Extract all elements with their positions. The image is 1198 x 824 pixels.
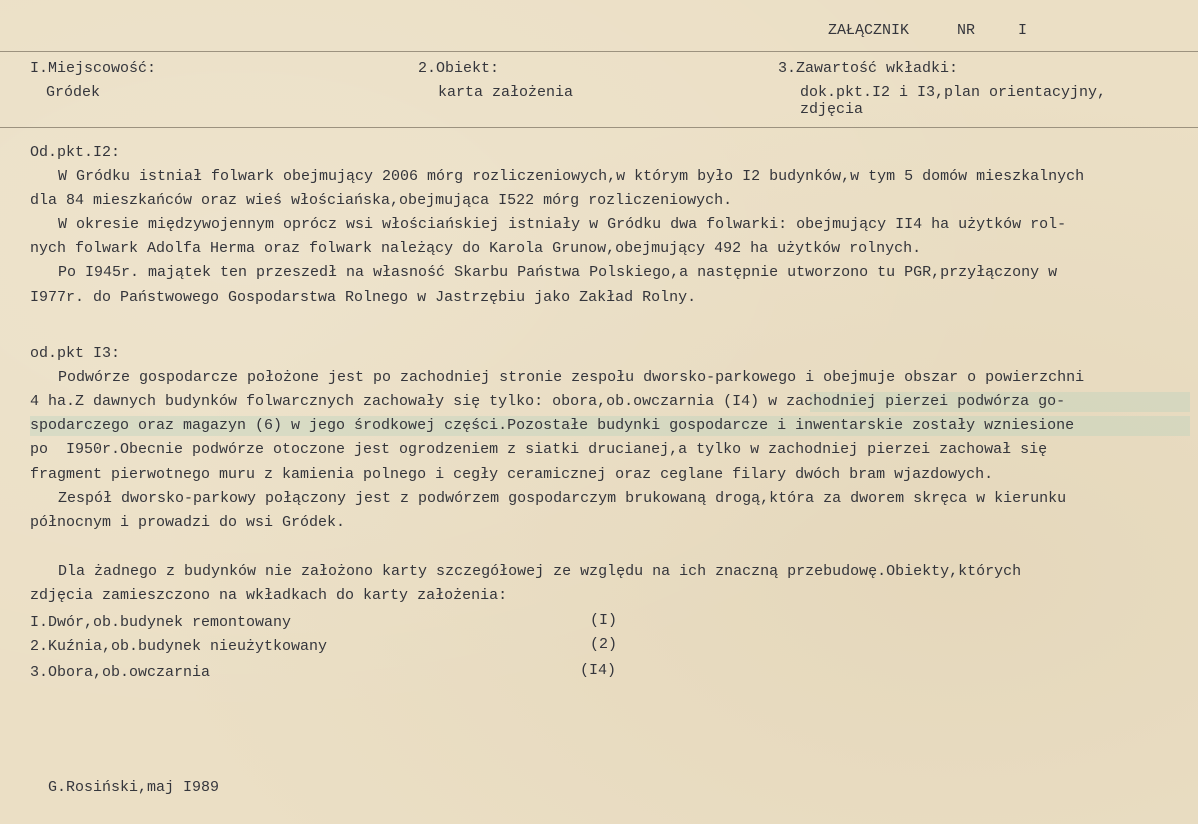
section-12-line: Po I945r. majątek ten przeszedł na własność Skarbu Państwa Polskiego,a następnie utworzono tu PGR,przyłączony w (58, 264, 1058, 281)
object-value: karta założenia (438, 84, 574, 101)
section-12-line: W Gródku istniał folwark obejmujący 2006 mórg rozliczeniowych,w którym było I2 budynków,w tym 5 domów mieszkalnych (58, 168, 1085, 185)
section-12-line: I977r. do Państwowego Gospodarstwa Rolnego w Jastrzębiu jako Zakład Rolny. (30, 289, 697, 306)
section-13-line: po I950r.Obecnie podwórze otoczone jest ogrodzeniem z siatki drucianej,a tylko w zachodniej pierzei zachował się (30, 441, 1048, 458)
photo-list-item-ref: (I4) (580, 662, 617, 679)
contents-value-line-1: dok.pkt.I2 i I3,plan orientacyjny, (800, 84, 1107, 101)
object-label: 2.Obiekt: (418, 60, 500, 77)
signature: G.Rosiński,maj I989 (48, 779, 220, 796)
photo-list-item-ref: (I) (590, 612, 618, 629)
photo-list-item-ref: (2) (590, 636, 618, 653)
photo-list-item-label: 3.Obora,ob.owczarnia (30, 664, 211, 681)
section-13-line: Zespół dworsko-parkowy połączony jest z podwórzem gospodarczym brukowaną drogą,która za dworem skręca w kierunku (58, 490, 1067, 507)
attachment-number: I (1018, 22, 1028, 39)
section-12-heading: Od.pkt.I2: (30, 144, 121, 161)
attachment-label: ZAŁĄCZNIK (828, 22, 910, 39)
section-12-line: W okresie międzywojennym oprócz wsi włościańskiej istniały w Gródku dwa folwarki: obejmujący II4 ha użytków rol- (58, 216, 1067, 233)
section-13-line: fragment pierwotnego muru z kamienia polnego i cegły ceramicznej oraz ceglane filary dwóch bram wjazdowych. (30, 466, 994, 483)
section-13-line: północnym i prowadzi do wsi Gródek. (30, 514, 346, 531)
top-rule (0, 51, 1198, 52)
closing-line: Dla żadnego z budynków nie założono karty szczegółowej ze względu na ich znaczną przebudowę.Obiekty,których (58, 563, 1022, 580)
section-13-heading: od.pkt I3: (30, 345, 121, 362)
locality-value: Gródek (46, 84, 101, 101)
fields-rule (0, 127, 1198, 128)
section-13-line: 4 ha.Z dawnych budynków folwarcznych zachowały się tylko: obora,ob.owczarnia (I4) w zachodniej pierzei podwórza go- (30, 393, 1066, 410)
locality-label: I.Miejscowość: (30, 60, 157, 77)
attachment-number-label: NR (957, 22, 976, 39)
closing-line: zdjęcia zamieszczono na wkładkach do karty założenia: (30, 587, 508, 604)
contents-label: 3.Zawartość wkładki: (778, 60, 959, 77)
section-12-line: dla 84 mieszkańców oraz wieś włościańska,obejmująca I522 mórg rozliczeniowych. (30, 192, 733, 209)
contents-value-line-2: zdjęcia (800, 101, 864, 118)
section-13-line: Podwórze gospodarcze położone jest po zachodniej stronie zespołu dworsko-parkowego i obejmuje obszar o powierzchni (58, 369, 1085, 386)
photo-list-item-label: I.Dwór,ob.budynek remontowany (30, 614, 292, 631)
photo-list-item-label: 2.Kuźnia,ob.budynek nieużytkowany (30, 638, 328, 655)
section-13-line: spodarczego oraz magazyn (6) w jego środkowej części.Pozostałe budynki gospodarcze i inwentarskie zostały wzniesione (30, 417, 1075, 434)
section-12-line: nych folwark Adolfa Herma oraz folwark należący do Karola Grunow,obejmujący 492 ha użytków rolnych. (30, 240, 922, 257)
